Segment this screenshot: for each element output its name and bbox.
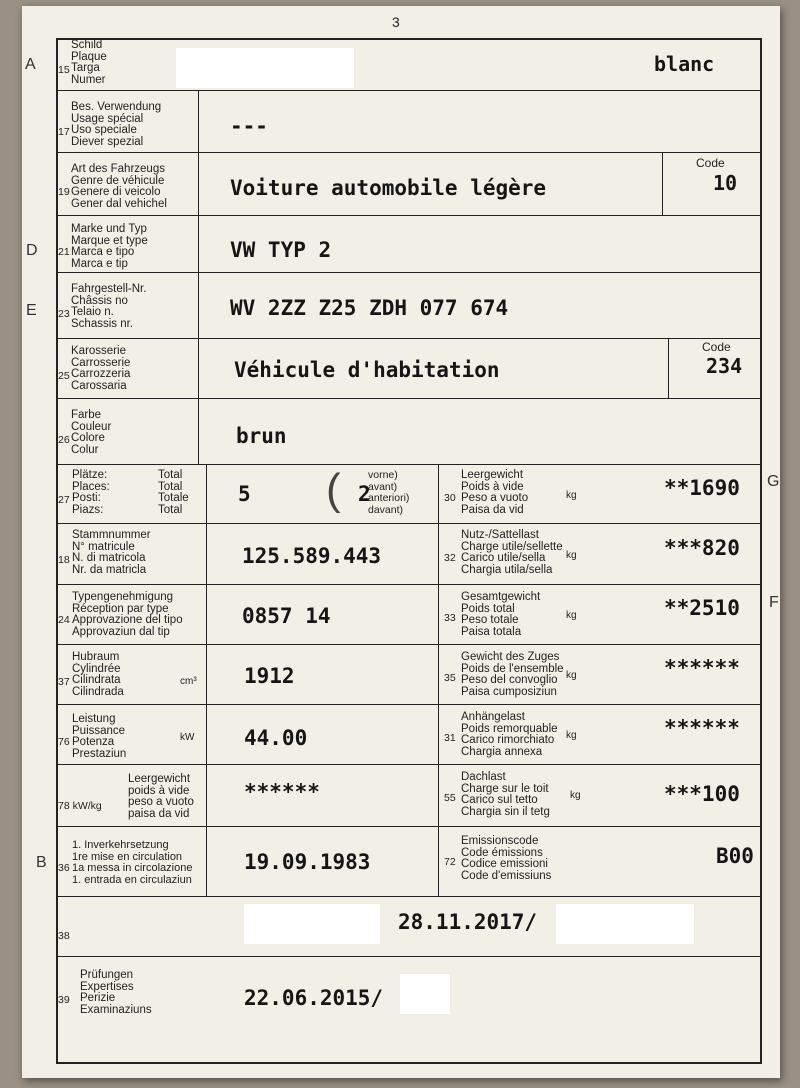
power-value: 44.00 (244, 726, 308, 750)
emission-code-value: B00 (716, 844, 754, 868)
side-mark-g: G (767, 473, 780, 490)
displacement-value: 1912 (244, 664, 295, 688)
vehicle-type-code-label: Code (696, 156, 725, 170)
row-76-number: 76 (58, 736, 70, 748)
row-15-labels: Schild Plaque Targa Numer (71, 39, 107, 86)
row-31-unit: kg (566, 730, 577, 741)
special-use-value: --- (230, 114, 268, 138)
form-frame (56, 38, 762, 1064)
total-weight-value: **2510 (664, 596, 740, 620)
seats-front-value: 2 (358, 482, 371, 506)
row-21-labels: Marke und Typ Marque et type Marca e tipo Marca e tip (71, 223, 148, 270)
row-30-labels: Leergewicht Poids à vide Peso a vuoto Paisa da vid (461, 469, 529, 516)
row-26-number: 26 (58, 434, 70, 446)
towing-weight-value: ****** (664, 716, 740, 740)
vehicle-type-value: Voiture automobile légère (230, 176, 547, 200)
row-33-number: 33 (444, 612, 456, 624)
side-mark-b: B (36, 854, 47, 871)
chassis-number-value: WV 2ZZ Z25 ZDH 077 674 (230, 296, 509, 320)
page-number: 3 (392, 14, 400, 30)
row-19-number: 19 (58, 186, 70, 198)
row-21-number: 21 (58, 246, 70, 258)
row-76-unit: kW (180, 732, 195, 743)
row-78-number: 78 kW/kg (58, 800, 102, 812)
row-38-number: 38 (58, 930, 70, 942)
row-31-labels: Anhängelast Poids remorquable Carico rimorchiato Chargia annexa (461, 711, 558, 758)
row-32-labels: Nutz-/Sattellast Charge utile/sellette Carico utile/sella Chargia utila/sella (461, 529, 563, 576)
payload-value: ***820 (664, 536, 740, 560)
redacted-row-38-left (244, 904, 380, 944)
row-15-number: 15 (58, 64, 70, 76)
row-30-number: 30 (444, 492, 456, 504)
row-32-number: 32 (444, 552, 456, 564)
row-37-labels: Hubraum Cylindrée Cilindrata Cilindrada (72, 651, 124, 698)
front-seats-labels: vorne) avant) anteriori) davant) (368, 469, 410, 516)
row-55-labels: Dachlast Charge sur le toit Carico sul tetto Chargia sin il tetg (461, 771, 550, 818)
row-27-labels: Plätze: Places: Posti: Piazs: (72, 469, 110, 516)
row-38-date-value: 28.11.2017/ (398, 910, 538, 934)
seats-total-value: 5 (238, 482, 251, 506)
row-19-labels: Art des Fahrzeugs Genre de véhicule Genere di veicolo Gener dal vehichel (71, 163, 167, 210)
row-23-number: 23 (58, 308, 70, 320)
redacted-plate-number (176, 48, 354, 88)
roof-load-value: ***100 (664, 782, 740, 806)
row-25-labels: Karosserie Carrosserie Carrozzeria Carossaria (71, 345, 131, 392)
side-mark-d: D (26, 242, 38, 259)
row-39-labels: Prüfungen Expertises Perizie Examinaziuns (80, 969, 152, 1016)
row-18-number: 18 (58, 554, 70, 566)
body-type-code-label: Code (702, 340, 731, 354)
row-24-number: 24 (58, 614, 70, 626)
row-72-labels: Emissionscode Code émissions Codice emissioni Code d'emissiuns (461, 835, 552, 882)
row-36-labels: 1. Inverkehrsetzung 1re mise en circulation 1a messa in circolazione 1. entrada en circulaziun (72, 839, 193, 886)
row-18-labels: Stammnummer N° matricule N. di matricola Nr. da matricla (72, 529, 151, 576)
side-mark-e: E (26, 302, 37, 319)
empty-weight-value: **1690 (664, 476, 740, 500)
row-35-unit: kg (566, 670, 577, 681)
row-25-number: 25 (58, 370, 70, 382)
row-27-totals: Total Total Totale Total (158, 469, 189, 516)
row-23-labels: Fahrgestell-Nr. Châssis no Telaio n. Schassis nr. (71, 283, 147, 330)
vehicle-type-code: 10 (713, 171, 738, 195)
row-36-number: 36 (58, 862, 70, 874)
row-76-labels: Leistung Puissance Potenza Prestaziun (72, 713, 127, 760)
row-31-number: 31 (444, 732, 456, 744)
row-33-unit: kg (566, 610, 577, 621)
side-mark-a: A (25, 56, 36, 73)
row-33-labels: Gesamtgewicht Poids total Peso totale Paisa totala (461, 591, 541, 638)
row-37-unit: cm³ (180, 676, 197, 687)
matriculation-value: 125.589.443 (242, 544, 382, 568)
power-to-weight-value: ****** (244, 780, 320, 804)
row-17-labels: Bes. Verwendung Usage spécial Uso speciale Diever spezial (71, 101, 162, 148)
first-registration-value: 19.09.1983 (244, 850, 371, 874)
plate-value: blanc (654, 52, 715, 76)
front-seats-bracket: ( (326, 465, 341, 514)
train-weight-value: ****** (664, 656, 740, 680)
row-32-unit: kg (566, 550, 577, 561)
inspection-date-value: 22.06.2015/ (244, 986, 384, 1010)
side-mark-f: F (769, 594, 779, 611)
row-35-number: 35 (444, 672, 456, 684)
row-30-unit: kg (566, 490, 577, 501)
make-and-type-value: VW TYP 2 (230, 238, 332, 262)
row-24-labels: Typengenehmigung Réception par type Approvazione del tipo Approvaziun dal tip (72, 591, 183, 638)
color-value: brun (236, 424, 287, 448)
row-35-labels: Gewicht des Zuges Poids de l'ensemble Peso del convoglio Paisa cumposiziun (461, 651, 564, 698)
redacted-row-38-right (556, 904, 694, 944)
row-55-unit: kg (570, 790, 581, 801)
row-55-number: 55 (444, 792, 456, 804)
registration-document-page (22, 6, 780, 1078)
row-37-number: 37 (58, 676, 70, 688)
row-78-labels: Leergewicht poids à vide peso a vuoto paisa da vid (128, 773, 194, 820)
row-17-number: 17 (58, 126, 70, 138)
redacted-row-39 (400, 974, 450, 1014)
type-approval-value: 0857 14 (242, 604, 331, 628)
row-39-number: 39 (58, 994, 70, 1006)
body-type-value: Véhicule d'habitation (234, 358, 500, 382)
row-26-labels: Farbe Couleur Colore Colur (71, 409, 112, 456)
row-72-number: 72 (444, 856, 456, 868)
row-27-number: 27 (58, 494, 70, 506)
body-type-code: 234 (706, 354, 743, 378)
